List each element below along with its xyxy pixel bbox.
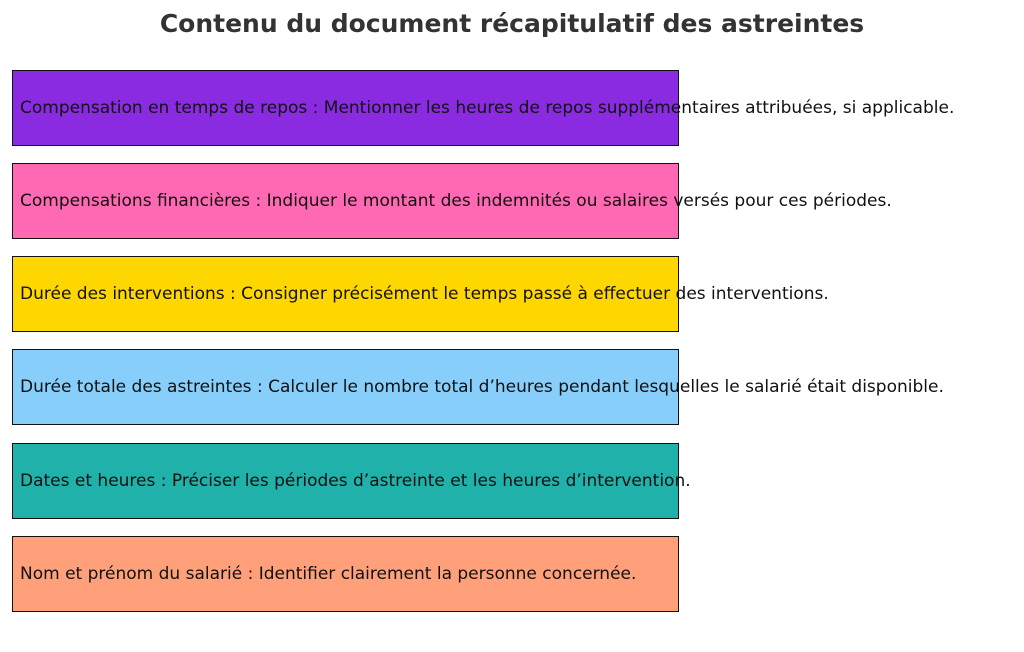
item-row	[12, 256, 1024, 332]
item-label: Durée totale des astreintes : Calculer le nombre total d’heures pendant lesquelles le salarié était disponible.	[20, 377, 944, 397]
item-label: Dates et heures : Préciser les périodes d’astreinte et les heures d’intervention.	[20, 471, 691, 491]
item-label: Nom et prénom du salarié : Identifier clairement la personne concernée.	[20, 564, 637, 584]
item-row	[12, 349, 1024, 425]
item-row	[12, 536, 1024, 612]
item-row	[12, 70, 1024, 146]
item-row	[12, 163, 1024, 239]
item-row	[12, 443, 1024, 519]
item-label: Compensations financières : Indiquer le montant des indemnités ou salaires versés pour ces périodes.	[20, 191, 892, 211]
item-label: Compensation en temps de repos : Mentionner les heures de repos supplémentaires attribuées, si applicable.	[20, 98, 955, 118]
diagram-title: Contenu du document récapitulatif des astreintes	[159, 9, 865, 38]
item-label: Durée des interventions : Consigner précisément le temps passé à effectuer des interventions.	[20, 284, 829, 304]
